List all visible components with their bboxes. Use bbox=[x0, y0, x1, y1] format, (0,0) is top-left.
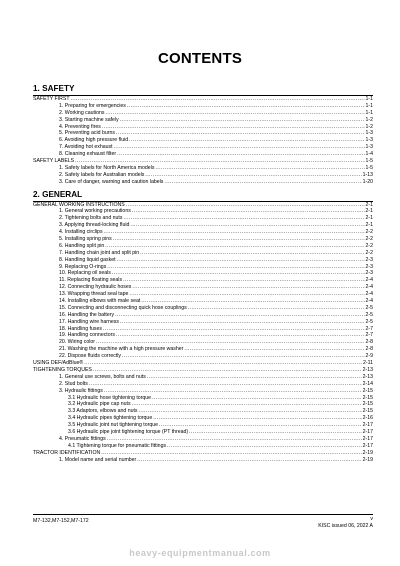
dot-leader bbox=[115, 312, 364, 319]
dot-leader bbox=[141, 298, 364, 305]
dot-leader bbox=[116, 130, 365, 137]
toc-entry[interactable] bbox=[33, 165, 373, 172]
toc-entry-page: 2-9 bbox=[365, 353, 373, 360]
toc-entry-page: 2-14 bbox=[362, 380, 373, 387]
toc-entry[interactable] bbox=[33, 151, 373, 158]
page-title: CONTENTS bbox=[157, 50, 243, 67]
dot-leader bbox=[130, 222, 364, 229]
toc-entry[interactable] bbox=[33, 457, 373, 464]
toc-entry-page: 2-5 bbox=[365, 304, 373, 311]
toc-entry[interactable] bbox=[33, 422, 373, 429]
toc-entry-title: 3.3 Adaptors, elbows and nuts bbox=[68, 408, 138, 415]
toc-entry-title: 6. Handling split pin bbox=[59, 242, 105, 249]
toc-entry-title: 1. Preparing for emergencies bbox=[59, 102, 126, 109]
toc-entry-page: 1-2 bbox=[365, 123, 373, 130]
dot-leader bbox=[129, 137, 364, 144]
toc-entry-page: 2-17 bbox=[362, 435, 373, 442]
dot-leader bbox=[89, 381, 362, 388]
toc-entry-title: 7. Avoiding hot exhaust bbox=[59, 144, 113, 151]
toc-entry-page: 2-17 bbox=[362, 442, 373, 449]
toc-entry[interactable] bbox=[33, 179, 373, 186]
toc-entry-page: 1-3 bbox=[365, 137, 373, 144]
toc-entry-page: 2-3 bbox=[365, 263, 373, 270]
dot-leader bbox=[152, 395, 362, 402]
toc-entry-title: SAFETY FIRST bbox=[33, 95, 70, 102]
toc-entry[interactable] bbox=[33, 103, 373, 110]
dot-leader bbox=[104, 229, 365, 236]
toc-entry-title: 3. Care of danger, warning and caution labels bbox=[59, 178, 164, 185]
toc-entry[interactable] bbox=[33, 158, 373, 165]
toc-entry-title: TIGHTENING TORQUES bbox=[33, 366, 92, 373]
toc-entry-title: 2. Tightening bolts and nuts bbox=[59, 215, 123, 222]
toc-entry-page: 2-15 bbox=[362, 394, 373, 401]
toc-entry-page: 2-15 bbox=[362, 387, 373, 394]
dot-leader bbox=[164, 179, 361, 186]
dot-leader bbox=[145, 172, 361, 179]
dot-leader bbox=[155, 165, 364, 172]
toc-entry-page: 2-4 bbox=[365, 298, 373, 305]
dot-leader bbox=[117, 257, 365, 264]
toc-entry-title: 22. Dispose fluids correctly bbox=[59, 353, 121, 360]
toc-entry-page: 1-2 bbox=[365, 116, 373, 123]
dot-leader bbox=[112, 270, 365, 277]
toc-entry[interactable] bbox=[33, 117, 373, 124]
toc-entry-page: 2-19 bbox=[362, 456, 373, 463]
toc-entry-title: 3. Hydraulic fittings bbox=[59, 387, 103, 394]
dot-leader bbox=[137, 457, 361, 464]
toc-entry[interactable] bbox=[33, 381, 373, 388]
toc-entry-title: TRACTOR IDENTIFICATION bbox=[33, 449, 101, 456]
toc-entry-title: 3.4 Hydraulic pipes tightening torque bbox=[68, 415, 153, 422]
dot-leader bbox=[129, 291, 364, 298]
toc-entry[interactable] bbox=[33, 360, 373, 367]
dot-leader bbox=[123, 277, 364, 284]
toc-entry[interactable] bbox=[33, 326, 373, 333]
toc-entry-title: 17. Handling wire harness bbox=[59, 318, 119, 325]
section-heading: 2. GENERAL bbox=[33, 190, 373, 202]
toc-entry-page: 2-5 bbox=[365, 311, 373, 318]
toc-entry[interactable] bbox=[33, 388, 373, 395]
toc-entry[interactable] bbox=[33, 284, 373, 291]
toc-entry-page: 2-8 bbox=[365, 346, 373, 353]
toc-entry-title: 1. Model name and serial number bbox=[59, 456, 137, 463]
toc-entry-title: 15. Connecting and disconnecting quick hose couplings bbox=[59, 304, 187, 311]
toc-entry[interactable] bbox=[33, 312, 373, 319]
toc-entry[interactable] bbox=[33, 401, 373, 408]
dot-leader bbox=[96, 339, 364, 346]
toc-entry-page: 2-19 bbox=[362, 449, 373, 456]
dot-leader bbox=[120, 319, 365, 326]
toc-entry[interactable] bbox=[33, 236, 373, 243]
toc-entry-title: 1. General use screws, bolts and nuts bbox=[59, 373, 146, 380]
dot-leader bbox=[140, 250, 364, 257]
dot-leader bbox=[103, 326, 365, 333]
dot-leader bbox=[159, 422, 362, 429]
toc-entry-page: 2-1 bbox=[365, 201, 373, 208]
toc-entry[interactable] bbox=[33, 450, 373, 457]
toc-entry-title: 18. Handling fuses bbox=[59, 325, 102, 332]
toc-entry-page: 1-1 bbox=[365, 102, 373, 109]
toc-entry[interactable] bbox=[33, 96, 373, 103]
dot-leader bbox=[101, 450, 361, 457]
toc-entry-page: 2-2 bbox=[365, 242, 373, 249]
toc-entry-page: 1-5 bbox=[365, 158, 373, 164]
watermark: heavy-equipmentmanual.com bbox=[129, 548, 271, 558]
toc-entry-title: 3.6 Hydraulic pipe joint tightening torque (PT thread) bbox=[68, 428, 189, 435]
dot-leader bbox=[71, 96, 365, 103]
toc-entry-title: 14. Installing elbows with male seat bbox=[59, 298, 141, 305]
toc-entry-title: 1. General working precautions bbox=[59, 208, 131, 215]
dot-leader bbox=[93, 367, 362, 374]
toc-entry-title: 13. Wrapping thread seal tape bbox=[59, 291, 129, 298]
dot-leader bbox=[116, 332, 365, 339]
toc-entry[interactable] bbox=[33, 243, 373, 250]
toc-entry-title: SAFETY LABELS bbox=[33, 158, 75, 164]
toc-entry-page: 2-3 bbox=[365, 256, 373, 263]
toc-entry-page: 2-15 bbox=[362, 401, 373, 408]
toc-entry-page: 2-4 bbox=[365, 291, 373, 298]
toc-entry[interactable] bbox=[33, 277, 373, 284]
section-heading: 1. SAFETY bbox=[33, 84, 373, 96]
toc-entry-page: 2-8 bbox=[365, 339, 373, 346]
toc-entry-page: 1-20 bbox=[362, 178, 373, 185]
toc-entry-title: 8. Cleaning exhaust filter bbox=[59, 151, 117, 158]
dot-leader bbox=[107, 436, 362, 443]
toc-entry-title: 2. Safety labels for Australian models bbox=[59, 171, 145, 178]
toc-entry-page: 1-3 bbox=[365, 144, 373, 151]
toc-entry-page: 2-2 bbox=[365, 249, 373, 256]
dot-leader bbox=[184, 346, 364, 353]
toc-entry[interactable] bbox=[33, 137, 373, 144]
toc-entry-title: 3. Starting machine safely bbox=[59, 116, 119, 123]
toc-entry[interactable] bbox=[33, 353, 373, 360]
toc-entry-page: 2-11 bbox=[363, 360, 373, 367]
toc-entry-title: 4. Installing circlips bbox=[59, 229, 103, 236]
toc-entry[interactable] bbox=[33, 130, 373, 137]
dot-leader bbox=[120, 117, 365, 124]
toc-entry-page: 2-13 bbox=[362, 373, 373, 380]
toc-entry[interactable] bbox=[33, 250, 373, 257]
toc-entry-title: 10. Replacing oil seals bbox=[59, 270, 111, 277]
toc-entry-title: 19. Handling connectors bbox=[59, 332, 115, 339]
toc-entry[interactable] bbox=[33, 436, 373, 443]
dot-leader bbox=[75, 158, 364, 165]
toc-entry-title: 6. Avoiding high pressure fluid bbox=[59, 137, 129, 144]
toc-entry-title: 9. Replacing O-rings bbox=[59, 263, 107, 270]
toc-entry-title: 3.2 Hydraulic pipe cap nuts bbox=[68, 401, 131, 408]
toc-entry-title: 5. Installing spring pins bbox=[59, 236, 112, 243]
toc-entry-title: 4.1 Tightening torque for pneumatic fittings bbox=[68, 442, 167, 449]
toc-entry-page: 2-4 bbox=[365, 284, 373, 291]
toc-entry[interactable] bbox=[33, 339, 373, 346]
toc-entry-title: 4. Preventing fires bbox=[59, 123, 101, 130]
toc-entry-title: 12. Connecting hydraulic hoses bbox=[59, 284, 132, 291]
toc-entry[interactable] bbox=[33, 374, 373, 381]
toc-entry[interactable] bbox=[33, 429, 373, 436]
toc-entry[interactable] bbox=[33, 319, 373, 326]
toc-entry-page: 2-13 bbox=[362, 366, 373, 373]
dot-leader bbox=[104, 388, 362, 395]
toc-entry-title: 5. Preventing acid burns bbox=[59, 130, 115, 137]
dot-leader bbox=[123, 215, 364, 222]
toc-entry-title: 3.5 Hydraulic joint nut tightening torque bbox=[68, 422, 158, 429]
toc-entry-page: 1-13 bbox=[362, 171, 373, 178]
dot-leader bbox=[122, 353, 365, 360]
toc-entry[interactable] bbox=[33, 270, 373, 277]
toc-entry-title: 4. Pneumatic fittings bbox=[59, 435, 106, 442]
toc-entry-page: 1-1 bbox=[365, 109, 373, 116]
toc-entry[interactable] bbox=[33, 208, 373, 215]
toc-entry[interactable] bbox=[33, 395, 373, 402]
dot-leader bbox=[132, 208, 365, 215]
dot-leader bbox=[189, 429, 361, 436]
toc-entry-title: 2. Stud bolts bbox=[59, 380, 88, 387]
dot-leader bbox=[102, 124, 365, 131]
toc-entry[interactable] bbox=[33, 215, 373, 222]
toc-entry-page: 2-3 bbox=[365, 270, 373, 277]
dot-leader bbox=[117, 151, 364, 158]
toc-entry[interactable] bbox=[33, 264, 373, 271]
dot-leader bbox=[147, 374, 362, 381]
toc-entry[interactable] bbox=[33, 202, 373, 209]
toc-entry-title: 3.1 Hydraulic hose tightening torque bbox=[68, 394, 152, 401]
toc-entry[interactable] bbox=[33, 346, 373, 353]
toc-entry-page: 2-2 bbox=[365, 236, 373, 243]
toc-entry[interactable] bbox=[33, 257, 373, 264]
toc-entry-page: 2-7 bbox=[365, 332, 373, 339]
dot-leader bbox=[167, 443, 362, 450]
toc-entry[interactable] bbox=[33, 305, 373, 312]
toc-entry-title: USING DEF/AdBlue® bbox=[33, 360, 84, 367]
footer-divider bbox=[33, 514, 373, 515]
footer-models: M7-132,M7-152,M7-172 bbox=[33, 518, 89, 524]
toc-entry-title: 3. Applying thread-locking fluid bbox=[59, 222, 130, 229]
toc-entry-page: 1-1 bbox=[365, 95, 373, 102]
toc-entry-page: 2-17 bbox=[362, 428, 373, 435]
dot-leader bbox=[188, 305, 365, 312]
dot-leader bbox=[105, 243, 364, 250]
toc-entry-title: 16. Handling the battery bbox=[59, 311, 115, 318]
toc-entry-page: 2-17 bbox=[362, 422, 373, 429]
dot-leader bbox=[153, 415, 361, 422]
toc-entry-page: 2-1 bbox=[365, 222, 373, 229]
toc-entry-title: 7. Handling chain joint and split pin bbox=[59, 249, 140, 256]
dot-leader bbox=[127, 103, 365, 110]
toc-entry-page: 1-3 bbox=[365, 130, 373, 137]
toc-entry-title: 1. Safety labels for North America models bbox=[59, 164, 155, 171]
toc-entry-title: GENERAL WORKING INSTRUCTIONS bbox=[33, 201, 125, 208]
toc-entry-page: 2-5 bbox=[365, 318, 373, 325]
dot-leader bbox=[126, 202, 365, 209]
toc-entry-title: 11. Replacing floating seals bbox=[59, 277, 123, 284]
toc-entry[interactable] bbox=[33, 443, 373, 450]
dot-leader bbox=[114, 144, 365, 151]
toc-entry-page: 2-4 bbox=[365, 277, 373, 284]
dot-leader bbox=[132, 401, 362, 408]
toc-entry[interactable] bbox=[33, 408, 373, 415]
table-of-contents bbox=[33, 82, 373, 463]
toc-entry-page: 1-4 bbox=[365, 151, 373, 158]
toc-entry[interactable] bbox=[33, 333, 373, 340]
footer-page-number: v bbox=[370, 516, 373, 522]
toc-entry[interactable] bbox=[33, 172, 373, 179]
dot-leader bbox=[84, 360, 362, 367]
footer-page-info bbox=[318, 516, 373, 529]
toc-entry-page: 2-15 bbox=[362, 408, 373, 415]
dot-leader bbox=[139, 408, 362, 415]
toc-entry-page: 2-2 bbox=[365, 229, 373, 236]
toc-entry-page: 2-16 bbox=[362, 415, 373, 422]
toc-entry[interactable] bbox=[33, 124, 373, 131]
toc-entry[interactable] bbox=[33, 291, 373, 298]
toc-entry[interactable] bbox=[33, 367, 373, 374]
toc-entry-page: 2-1 bbox=[365, 208, 373, 215]
toc-entry[interactable] bbox=[33, 222, 373, 229]
dot-leader bbox=[113, 236, 365, 243]
toc-entry-page: 1-5 bbox=[365, 164, 373, 171]
toc-entry[interactable] bbox=[33, 110, 373, 117]
toc-entry[interactable] bbox=[33, 415, 373, 422]
dot-leader bbox=[107, 264, 364, 271]
dot-leader bbox=[105, 110, 364, 117]
dot-leader bbox=[132, 284, 364, 291]
toc-entry-title: 2. Working cautions bbox=[59, 109, 105, 116]
toc-entry[interactable] bbox=[33, 229, 373, 236]
toc-entry-title: 21. Washing the machine with a high pressure washer bbox=[59, 346, 184, 353]
toc-entry-title: 8. Handling liquid gasket bbox=[59, 256, 116, 263]
toc-entry[interactable] bbox=[33, 144, 373, 151]
toc-entry-page: 2-7 bbox=[365, 325, 373, 332]
footer-issue: KISC issued 06, 2022 A bbox=[318, 522, 373, 529]
toc-entry-page: 2-1 bbox=[365, 215, 373, 222]
toc-entry[interactable] bbox=[33, 298, 373, 305]
toc-entry-title: 20. Wiring color bbox=[59, 339, 96, 346]
